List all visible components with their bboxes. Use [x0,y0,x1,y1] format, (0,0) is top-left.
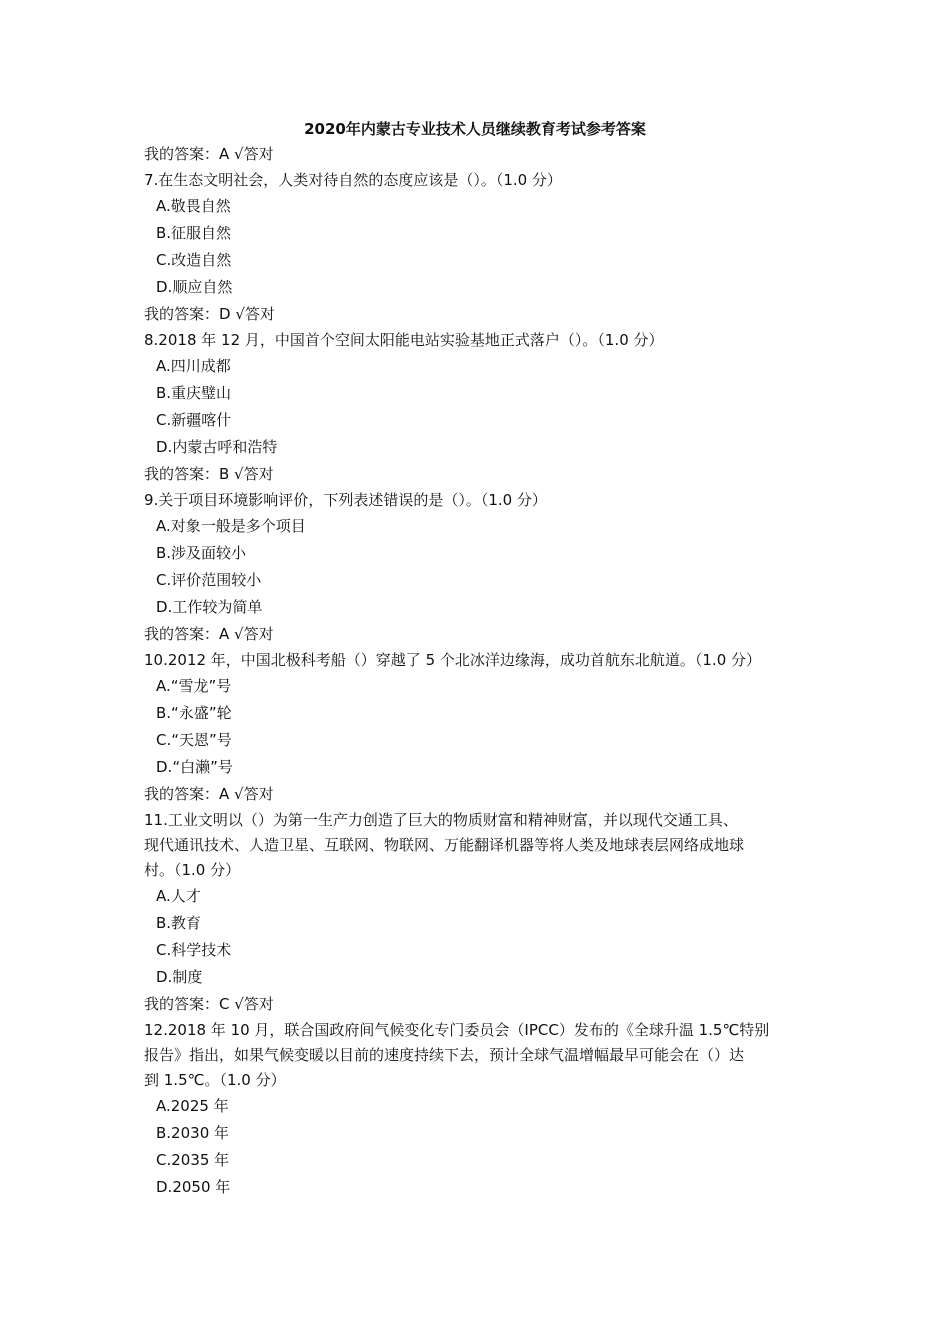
option-d: D.“白濑”号 [156,758,233,776]
question-text: 到 1.5℃。（1.0 分） [144,1071,286,1089]
option-b: B.教育 [156,914,202,932]
option-d: D.内蒙古呼和浩特 [156,438,278,456]
answer-line: 我的答案：A √答对 [144,145,274,163]
question-text: 10.2012 年，中国北极科考船（）穿越了 5 个北冰洋边缘海，成功首航东北航道。（1.0 分） [144,651,762,669]
option-b: B.征服自然 [156,224,232,242]
question-block [144,808,814,1018]
option-c: C.评价范围较小 [156,571,262,589]
question-text: 7.在生态文明社会，人类对待自然的态度应该是（）。（1.0 分） [144,171,562,189]
page-title: 2020年内蒙古专业技术人员继续教育考试参考答案 [304,120,646,138]
question-text: 报告》指出，如果气候变暖以目前的速度持续下去，预计全球气温增幅最早可能会在（）达 [144,1046,745,1064]
answer-line: 我的答案：B √答对 [144,465,274,483]
option-b: B.涉及面较小 [156,544,247,562]
option-a: A.对象一般是多个项目 [156,517,306,535]
question-text: 村。（1.0 分） [144,861,241,879]
option-d: D.制度 [156,968,203,986]
question-text: 现代通讯技术、人造卫星、互联网、物联网、万能翻译机器等将人类及地球表层网络成地球 [144,836,745,854]
answer-line: 我的答案：A √答对 [144,785,274,803]
answer-line: 我的答案：A √答对 [144,625,274,643]
question-text: 8.2018 年 12 月，中国首个空间太阳能电站实验基地正式落户（）。（1.0 分） [144,331,664,349]
option-d: D.顺应自然 [156,278,233,296]
question-list [144,141,814,1201]
option-b: B.重庆璧山 [156,384,232,402]
option-a: A.人才 [156,887,201,905]
option-c: C.改造自然 [156,251,232,269]
question-text: 9.关于项目环境影响评价，下列表述错误的是（）。（1.0 分） [144,491,547,509]
option-a: A.敬畏自然 [156,197,231,215]
question-block [144,648,814,808]
question-text: 11.工业文明以（）为第一生产力创造了巨大的物质财富和精神财富，并以现代交通工具、 [144,811,738,829]
option-a: A.2025 年 [156,1097,229,1115]
question-block [144,488,814,648]
option-a: A.四川成都 [156,357,231,375]
option-b: B.“永盛”轮 [156,704,232,722]
question-block [144,328,814,488]
question-text: 12.2018 年 10 月，联合国政府间气候变化专门委员会（IPCC）发布的《全球升温 1.5℃特别 [144,1021,770,1039]
option-a: A.“雪龙”号 [156,677,232,695]
option-c: C.科学技术 [156,941,232,959]
answer-line: 我的答案：D √答对 [144,305,275,323]
option-d: D.2050 年 [156,1178,231,1196]
question-block [144,1018,814,1201]
answer-line: 我的答案：C √答对 [144,995,274,1013]
option-c: C.2035 年 [156,1151,230,1169]
option-c: C.“天恩”号 [156,731,232,749]
option-b: B.2030 年 [156,1124,230,1142]
question-block [144,168,814,328]
option-c: C.新疆喀什 [156,411,232,429]
option-d: D.工作较为简单 [156,598,263,616]
